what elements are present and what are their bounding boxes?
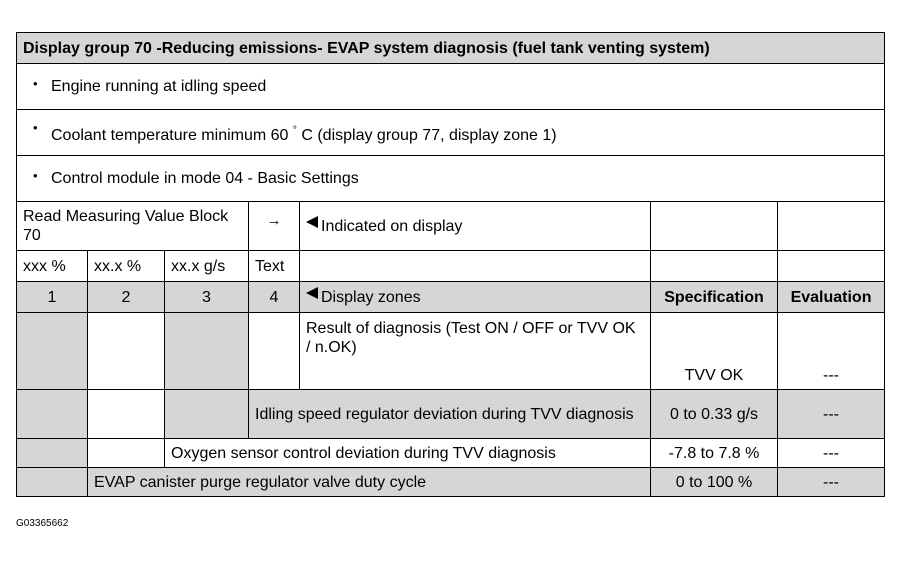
zone-number: 4 bbox=[249, 282, 300, 313]
empty-cell bbox=[17, 390, 88, 439]
condition-row bbox=[17, 64, 885, 110]
figure-id: G03365662 bbox=[16, 518, 69, 529]
empty-cell bbox=[165, 313, 249, 390]
row-description: Idling speed regulator deviation during TVV diagnosis bbox=[249, 390, 651, 439]
read-block-label: Read Measuring Value Block 70 bbox=[17, 202, 249, 251]
bullet-icon: • bbox=[33, 168, 38, 183]
header-row bbox=[17, 202, 885, 251]
condition-text-after: C (display group 77, display zone 1) bbox=[301, 126, 557, 144]
empty-cell bbox=[88, 439, 165, 468]
specification-header: Specification bbox=[651, 282, 778, 313]
unit-cell: Text bbox=[249, 251, 300, 282]
title-row bbox=[17, 33, 885, 64]
display-zones-cell bbox=[300, 282, 651, 313]
row-description: EVAP canister purge regulator valve duty cycle bbox=[88, 468, 651, 497]
row-evaluation: --- bbox=[778, 468, 885, 497]
empty-cell bbox=[88, 390, 165, 439]
zone-number: 3 bbox=[165, 282, 249, 313]
row-specification: 0 to 0.33 g/s bbox=[651, 390, 778, 439]
condition-text: Control module in mode 04 - Basic Settings bbox=[51, 170, 359, 187]
table-row bbox=[17, 439, 885, 468]
bullet-icon: • bbox=[33, 76, 38, 91]
row-evaluation: --- bbox=[778, 439, 885, 468]
empty-cell bbox=[17, 313, 88, 390]
empty-cell bbox=[17, 439, 88, 468]
unit-cell: xxx % bbox=[17, 251, 88, 282]
row-specification: TVV OK bbox=[651, 313, 778, 390]
indicated-label: Indicated on display bbox=[321, 217, 463, 235]
pointer-triangle-icon bbox=[306, 216, 318, 228]
table-row bbox=[17, 390, 885, 439]
zones-row bbox=[17, 282, 885, 313]
units-row bbox=[17, 251, 885, 282]
condition-row bbox=[17, 156, 885, 202]
condition-item bbox=[17, 156, 885, 202]
empty-cell bbox=[88, 313, 165, 390]
table-row bbox=[17, 468, 885, 497]
display-zones-label: Display zones bbox=[321, 288, 421, 306]
degree-symbol: ° bbox=[292, 124, 297, 136]
arrow-cell bbox=[249, 202, 300, 251]
arrow-right-icon: → bbox=[266, 211, 282, 229]
bullet-icon: • bbox=[33, 119, 38, 135]
zone-number: 1 bbox=[17, 282, 88, 313]
empty-cell bbox=[249, 313, 300, 390]
zone-number: 2 bbox=[88, 282, 165, 313]
row-description: Result of diagnosis (Test ON / OFF or TVV OK / n.OK) bbox=[300, 313, 651, 390]
condition-text: Engine running at idling speed bbox=[51, 78, 267, 95]
condition-row bbox=[17, 110, 885, 156]
condition-text-before: Coolant temperature minimum 60 bbox=[51, 126, 289, 144]
row-description: Oxygen sensor control deviation during TVV diagnosis bbox=[165, 439, 651, 468]
condition-item bbox=[17, 64, 885, 110]
unit-cell: xx.x g/s bbox=[165, 251, 249, 282]
empty-cell bbox=[165, 390, 249, 439]
condition-item bbox=[17, 110, 885, 156]
unit-cell: xx.x % bbox=[88, 251, 165, 282]
evaluation-header: Evaluation bbox=[778, 282, 885, 313]
row-specification: 0 to 100 % bbox=[651, 468, 778, 497]
empty-cell bbox=[17, 468, 88, 497]
table-row bbox=[17, 313, 885, 390]
pointer-triangle-icon bbox=[306, 287, 318, 299]
empty-cell bbox=[300, 251, 651, 282]
row-specification: -7.8 to 7.8 % bbox=[651, 439, 778, 468]
table-title: Display group 70 -Reducing emissions- EVAP system diagnosis (fuel tank venting system) bbox=[17, 33, 885, 64]
empty-cell bbox=[651, 251, 778, 282]
empty-cell bbox=[651, 202, 778, 251]
empty-cell bbox=[778, 202, 885, 251]
row-evaluation: --- bbox=[778, 313, 885, 390]
diagnosis-table bbox=[16, 32, 885, 497]
indicated-cell bbox=[300, 202, 651, 251]
row-evaluation: --- bbox=[778, 390, 885, 439]
empty-cell bbox=[778, 251, 885, 282]
